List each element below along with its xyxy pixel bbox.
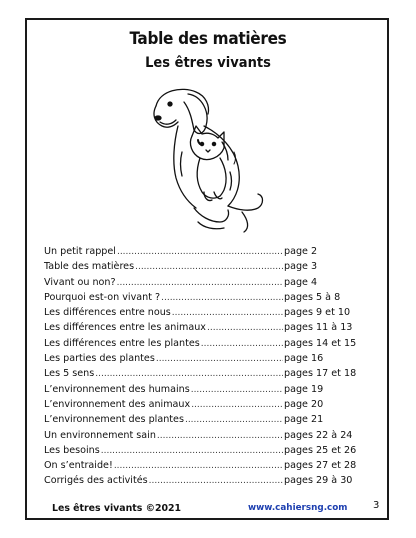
- toc-label: Les différences entre nous: [44, 307, 171, 319]
- toc-entry[interactable]: [44, 307, 374, 322]
- toc-page: page 16: [284, 353, 324, 365]
- toc-entry[interactable]: [44, 460, 374, 475]
- toc-page: page 2: [284, 246, 318, 257]
- toc-label: L’environnement des humains: [44, 383, 190, 395]
- toc-page: pages 14 et 15: [284, 337, 357, 349]
- toc-page: page 19: [284, 383, 324, 395]
- toc-leader: [156, 354, 283, 364]
- toc-label: Les différences entre les animaux: [44, 322, 206, 334]
- toc-page: page 20: [284, 398, 324, 410]
- toc-entry[interactable]: [44, 368, 374, 383]
- toc-entry[interactable]: [44, 322, 374, 337]
- toc-leader: [191, 400, 283, 410]
- page-number: 3: [373, 500, 380, 511]
- toc-entry[interactable]: [44, 384, 374, 399]
- footer-website-link[interactable]: www.cahiersng.com: [248, 503, 348, 513]
- toc-page: pages 25 et 26: [284, 444, 357, 456]
- toc-label: L’environnement des plantes: [44, 414, 184, 426]
- toc-label: Vivant ou non?: [44, 276, 116, 288]
- toc-entry[interactable]: [44, 399, 374, 414]
- toc-label: Corrigés des activités: [44, 475, 148, 487]
- toc-leader: [207, 323, 283, 333]
- toc-leader: [172, 308, 283, 318]
- toc-label: Un petit rappel: [44, 246, 116, 257]
- page-title: Table des matières: [129, 29, 287, 49]
- dog-and-cat-illustration: [138, 82, 268, 234]
- toc-label: On s’entraide!: [44, 460, 113, 472]
- toc-leader: [117, 247, 283, 257]
- toc-leader: [191, 385, 283, 395]
- toc-page: pages 5 à 8: [284, 291, 341, 303]
- page-subtitle: Les êtres vivants: [145, 55, 271, 71]
- toc-page: page 4: [284, 276, 318, 288]
- toc-leader: [201, 339, 283, 349]
- toc-label: Les besoins: [44, 444, 100, 456]
- toc-leader: [95, 369, 283, 379]
- toc-leader: [135, 262, 283, 272]
- toc-leader: [101, 446, 283, 456]
- toc-label: Pourquoi est-on vivant ?: [44, 291, 161, 303]
- footer-copyright: Les êtres vivants ©2021: [52, 503, 182, 514]
- toc-label: Les 5 sens: [44, 368, 95, 380]
- toc-page: page 21: [284, 414, 324, 426]
- toc-label: L’environnement des animaux: [44, 398, 191, 410]
- toc-entry[interactable]: [44, 277, 374, 292]
- toc-leader: [149, 476, 283, 486]
- toc-entry[interactable]: [44, 430, 374, 445]
- toc-page: pages 22 à 24: [284, 429, 353, 441]
- toc-leader: [117, 278, 283, 288]
- table-of-contents: [44, 246, 374, 491]
- toc-page: pages 9 et 10: [284, 307, 351, 319]
- toc-entry[interactable]: [44, 414, 374, 429]
- toc-label: Les différences entre les plantes: [44, 337, 200, 349]
- toc-label: Table des matières: [44, 261, 135, 273]
- toc-leader: [157, 431, 283, 441]
- toc-label: Un environnement sain: [44, 429, 156, 441]
- toc-leader: [161, 293, 283, 303]
- toc-leader: [185, 415, 283, 425]
- toc-label: Les parties des plantes: [44, 353, 155, 365]
- toc-leader: [114, 461, 283, 471]
- toc-entry[interactable]: [44, 445, 374, 460]
- toc-entry[interactable]: [44, 261, 374, 276]
- toc-page: pages 17 et 18: [284, 368, 357, 380]
- toc-entry[interactable]: [44, 338, 374, 353]
- toc-entry[interactable]: [44, 292, 374, 307]
- toc-entry[interactable]: [44, 353, 374, 368]
- toc-entry[interactable]: [44, 246, 374, 261]
- toc-page: pages 29 à 30: [284, 475, 353, 487]
- toc-entry[interactable]: [44, 475, 374, 490]
- toc-page: page 3: [284, 261, 318, 273]
- toc-page: pages 11 à 13: [284, 322, 353, 334]
- toc-page: pages 27 et 28: [284, 460, 357, 472]
